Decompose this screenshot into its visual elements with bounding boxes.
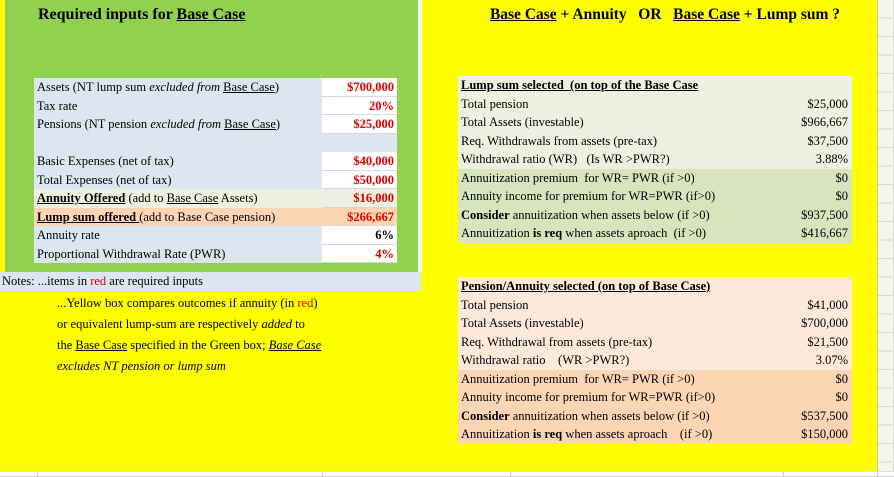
- text-segment: ): [313, 296, 318, 310]
- pension-annuity-section-table: [458, 277, 852, 444]
- table-row: [458, 113, 852, 132]
- grid-line: [877, 472, 878, 477]
- table-row: [34, 97, 397, 116]
- table-row: [458, 314, 852, 333]
- text-segment: + Lump sum ?: [739, 6, 841, 23]
- lump-sum-section-table: [458, 76, 852, 243]
- left-panel-title: [38, 6, 245, 24]
- notes-bar: [0, 272, 421, 291]
- text-segment: Total Assets (investable): [461, 115, 584, 129]
- row-label-cell: [458, 351, 760, 370]
- notes-text: [57, 293, 321, 377]
- row-label-cell: [458, 113, 760, 132]
- notes-line: [57, 335, 321, 356]
- text-segment: Withdrawal ratio (WR >PWR?): [461, 353, 630, 367]
- table-row: [458, 187, 852, 206]
- row-label-cell: [458, 132, 760, 151]
- text-segment: excludes NT pension or lump sum: [57, 359, 226, 373]
- text-segment: are required inputs: [106, 274, 204, 288]
- worksheet-grid-bottom-strip: [0, 471, 894, 477]
- computed-value-cell: 3.88%: [815, 152, 848, 166]
- computed-value-cell: $0: [835, 371, 848, 386]
- text-segment: Base Case: [166, 191, 219, 205]
- row-label-cell: [458, 206, 760, 225]
- table-row: [458, 388, 852, 407]
- section-header-label: [458, 277, 852, 296]
- text-segment: Lump sum offered: [37, 209, 140, 224]
- text-segment: red: [90, 274, 107, 288]
- input-value-cell[interactable]: $16,000: [322, 189, 397, 208]
- text-segment: or equivalent lump-sum are respectively: [57, 317, 262, 331]
- row-label-cell: [458, 224, 760, 243]
- table-row: [458, 169, 852, 188]
- table-row: [458, 333, 852, 352]
- text-segment: annuitization when assets below (if >0): [509, 408, 710, 423]
- computed-value-cell: $537,500: [801, 408, 848, 423]
- text-segment: Base Case: [223, 80, 275, 94]
- computed-value-cell: $0: [835, 189, 848, 203]
- row-label-cell: [34, 78, 322, 97]
- row-label-cell: [458, 150, 760, 169]
- computed-value-cell: $37,500: [807, 133, 848, 148]
- text-segment: Total pension: [461, 96, 529, 111]
- worksheet-grid-column-strip: [877, 0, 894, 477]
- row-label-cell: [34, 171, 322, 190]
- text-segment: annuitization when assets below (if >0): [509, 207, 710, 222]
- table-row: [458, 224, 852, 243]
- comparison-title: [458, 6, 872, 24]
- text-segment: Pension/Annuity selected (on top of Base Case): [461, 279, 711, 293]
- computed-value-cell: $150,000: [801, 427, 848, 441]
- text-segment: Tax rate: [37, 98, 78, 113]
- table-row: [34, 171, 397, 190]
- row-label-cell: [34, 189, 322, 208]
- section-header-label: [458, 76, 852, 95]
- row-label-cell: [34, 245, 322, 264]
- input-value-cell[interactable]: 6%: [322, 226, 397, 245]
- text-segment: red: [297, 296, 314, 310]
- table-row: [34, 115, 397, 134]
- table-row: [458, 407, 852, 426]
- text-segment: Base Case: [489, 6, 557, 23]
- text-segment: is req: [532, 226, 563, 240]
- table-row: [34, 152, 397, 171]
- input-value-cell[interactable]: $25,000: [322, 115, 397, 134]
- input-value-cell[interactable]: $40,000: [322, 152, 397, 171]
- row-label-cell: [458, 370, 760, 389]
- row-label-cell: [34, 115, 322, 134]
- table-row: [458, 132, 852, 151]
- notes-line: [57, 356, 321, 377]
- notes-line: [57, 314, 321, 335]
- text-segment: Base Case: [176, 6, 246, 23]
- text-segment: (add to: [125, 191, 167, 205]
- row-label-cell: [458, 187, 760, 206]
- text-segment: Total Assets (investable): [461, 316, 584, 330]
- input-value-cell[interactable]: $50,000: [322, 171, 397, 190]
- notes-line: [57, 293, 321, 314]
- text-segment: to: [292, 317, 305, 331]
- computed-value-cell: $25,000: [807, 96, 848, 111]
- section-header-row: [458, 76, 852, 95]
- text-segment: Lump sum selected (on top of the Base Case: [461, 78, 699, 92]
- row-label-cell: [34, 134, 322, 153]
- text-segment: Annuitization premium for WR= PWR (if >0): [461, 170, 695, 185]
- text-segment: Withdrawal ratio (WR) (Is WR >PWR?): [461, 152, 670, 166]
- text-segment: Total pension: [461, 297, 529, 312]
- text-segment: Consider: [461, 207, 510, 222]
- text-segment: excluded from: [149, 80, 220, 94]
- row-label-cell: [458, 333, 760, 352]
- text-segment: + Annuity OR: [556, 6, 674, 23]
- text-segment: ): [275, 117, 281, 131]
- input-value-cell[interactable]: [322, 134, 397, 153]
- text-segment: Pensions (NT pension: [37, 117, 151, 131]
- computed-value-cell: $0: [835, 390, 848, 404]
- computed-value-cell: $41,000: [807, 297, 848, 312]
- table-row: [458, 95, 852, 114]
- text-segment: Required inputs for: [38, 6, 177, 23]
- text-segment: Annuity income for premium for WR=PWR (if>0): [461, 189, 716, 203]
- row-label-cell: [34, 208, 322, 227]
- text-segment: Annuity income for premium for WR=PWR (if>0): [461, 390, 716, 404]
- text-segment: is req: [532, 427, 563, 441]
- computed-value-cell: $0: [835, 170, 848, 185]
- text-segment: Notes: ...items in: [2, 274, 91, 288]
- computed-value-cell: $700,000: [801, 316, 848, 330]
- computed-value-cell: $21,500: [807, 334, 848, 349]
- table-row: [34, 134, 397, 153]
- table-row: [458, 425, 852, 444]
- text-segment: Base Case: [268, 338, 322, 352]
- row-label-cell: [458, 388, 760, 407]
- input-value-cell[interactable]: 20%: [322, 97, 397, 116]
- row-label-cell: [458, 95, 760, 114]
- table-row: [34, 78, 397, 97]
- row-label-cell: [458, 407, 760, 426]
- table-row: [34, 189, 397, 208]
- text-segment: Base Case: [673, 6, 740, 23]
- table-row: [34, 226, 397, 245]
- text-segment: specified in the Green box;: [127, 338, 269, 352]
- input-value-cell[interactable]: $266,667: [322, 208, 397, 227]
- text-segment: Base Case: [75, 338, 128, 352]
- table-row: [458, 370, 852, 389]
- text-segment: Proportional Withdrawal Rate (PWR): [37, 246, 226, 261]
- base-case-input-table: [34, 78, 397, 263]
- computed-value-cell: $416,667: [801, 226, 848, 240]
- table-row: [34, 208, 397, 227]
- row-label-cell: [458, 296, 760, 315]
- column-gap: [418, 0, 422, 272]
- text-segment: when assets aproach (if >0): [562, 427, 713, 441]
- grid-line: [510, 472, 511, 477]
- text-segment: Basic Expenses (net of tax): [37, 154, 174, 168]
- text-segment: Assets (NT lump sum: [37, 80, 150, 94]
- section-header-row: [458, 277, 852, 296]
- text-segment: Assets): [218, 191, 258, 205]
- text-segment: (add to Base Case pension): [139, 209, 276, 224]
- input-value-cell[interactable]: $700,000: [322, 78, 397, 97]
- computed-value-cell: $966,667: [801, 115, 848, 129]
- text-segment: Annuitization: [461, 427, 533, 441]
- computed-value-cell: $937,500: [801, 207, 848, 222]
- table-row: [458, 150, 852, 169]
- grid-line: [783, 472, 784, 477]
- row-label-cell: [458, 314, 760, 333]
- table-row: [458, 206, 852, 225]
- text-segment: Consider: [461, 408, 510, 423]
- row-label-cell: [34, 97, 322, 116]
- table-row: [34, 245, 397, 264]
- table-row: [458, 296, 852, 315]
- row-label-cell: [458, 425, 760, 444]
- text-segment: when assets aproach (if >0): [562, 226, 706, 240]
- grid-line: [322, 472, 323, 477]
- text-segment: ): [274, 80, 280, 94]
- text-segment: Annuity rate: [37, 228, 100, 242]
- text-segment: Total Expenses (net of tax): [37, 172, 172, 187]
- text-segment: Req. Withdrawal from assets (pre-tax): [461, 334, 653, 349]
- input-value-cell[interactable]: 4%: [322, 245, 397, 264]
- computed-value-cell: 3.07%: [815, 353, 848, 367]
- text-segment: added: [261, 317, 293, 331]
- row-label-cell: [458, 169, 760, 188]
- text-segment: the: [57, 338, 76, 352]
- text-segment: Annuitization premium for WR= PWR (if >0): [461, 371, 695, 386]
- row-label-cell: [34, 226, 322, 245]
- text-segment: Req. Withdrawals from assets (pre-tax): [461, 133, 658, 148]
- text-segment: ...Yellow box compares outcomes if annuity (in: [57, 296, 298, 310]
- text-segment: Base Case: [224, 117, 276, 131]
- text-segment: Annuity Offered: [37, 191, 126, 205]
- grid-line: [37, 472, 38, 477]
- table-row: [458, 351, 852, 370]
- text-segment: excluded from: [150, 117, 222, 131]
- row-label-cell: [34, 152, 322, 171]
- text-segment: Annuitization: [461, 226, 533, 240]
